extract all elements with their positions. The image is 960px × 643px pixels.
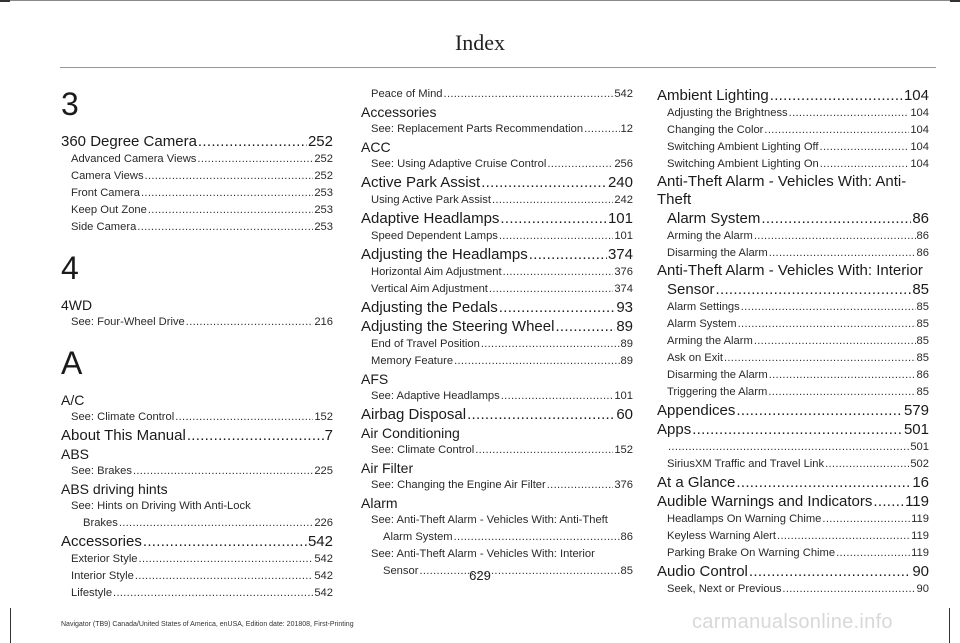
dot-leader: [137, 219, 313, 236]
index-subentry: [657, 581, 929, 598]
index-subentry: [61, 585, 333, 602]
entry-text: Adaptive Headlamps: [361, 210, 500, 227]
entry-page: 501: [903, 421, 929, 438]
page-number: 629: [469, 568, 491, 583]
index-subentry: [361, 388, 633, 405]
entry-text: See: Climate Control: [71, 411, 175, 423]
entry-page: 86: [916, 369, 929, 381]
index-subentry: [657, 299, 929, 316]
entry-text: Adjusting the Pedals: [361, 299, 498, 316]
entry-text: Arming the Alarm: [667, 335, 753, 347]
index-subentry: [361, 353, 633, 370]
entry-page: 60: [616, 406, 633, 423]
entry-page: 252: [307, 133, 333, 150]
index-heading: A/C: [61, 392, 85, 408]
entry-text: Ambient Lighting: [657, 87, 769, 104]
entry-text: Camera Views: [71, 170, 144, 182]
index-entry: [61, 426, 333, 445]
entry-text: Audio Control: [657, 563, 748, 580]
index-heading: ACC: [361, 139, 391, 155]
index-subentry: [61, 409, 333, 426]
crop-mark-bottom-left: [10, 608, 11, 643]
entry-page: 542: [307, 533, 333, 550]
entry-text: Active Park Assist: [361, 174, 481, 191]
entry-text: See: Replacement Parts Recommendation: [371, 123, 584, 135]
entry-text: 360 Degree Camera: [61, 133, 197, 150]
entry-page: 579: [903, 402, 929, 419]
dot-leader: [547, 156, 613, 173]
entry-page: 542: [614, 88, 633, 100]
index-subentry: [361, 529, 633, 546]
index-letter-heading: 3: [61, 86, 79, 122]
index-heading: AFS: [361, 371, 389, 387]
dot-leader: [770, 86, 903, 105]
entry-page: 101: [607, 210, 633, 227]
dot-leader: [475, 442, 613, 459]
dot-leader: [873, 492, 904, 511]
index-column-1: [61, 86, 333, 602]
index-subentry: [61, 202, 333, 219]
index-subentry-text: See: Anti-Theft Alarm - Vehicles With: Anti-Theft: [371, 514, 608, 526]
dot-leader: [782, 581, 915, 598]
index-entry: [657, 86, 929, 105]
index-subentry: [61, 463, 333, 480]
dot-leader: [454, 529, 620, 546]
dot-leader: [724, 350, 916, 367]
dot-leader: [492, 192, 613, 209]
entry-text: See: Climate Control: [371, 444, 475, 456]
entry-page: 374: [614, 283, 633, 295]
index-subentry-text: See: Hints on Driving With Anti-Lock: [71, 500, 251, 512]
entry-page: 502: [910, 458, 929, 470]
index-subentry: [657, 384, 929, 401]
index-heading: 4WD: [61, 297, 93, 313]
index-entry: [361, 405, 633, 424]
index-entry: [61, 532, 333, 551]
top-border: [0, 0, 960, 1]
entry-text: Adjusting the Headlamps: [361, 246, 528, 263]
entry-page: 101: [614, 230, 633, 242]
index-subentry: [361, 264, 633, 281]
entry-page: 93: [616, 299, 633, 316]
entry-page: 104: [910, 124, 929, 136]
entry-text: See: Four-Wheel Drive: [71, 316, 185, 328]
index-subentry: [657, 122, 929, 139]
entry-text: Audible Warnings and Indicators: [657, 493, 873, 510]
entry-page: 90: [912, 563, 929, 580]
entry-page: 104: [903, 87, 929, 104]
entry-page: 252: [314, 170, 333, 182]
dot-leader: [503, 264, 614, 281]
index-subentry-text: See: Anti-Theft Alarm - Vehicles With: Interior: [371, 548, 595, 560]
index-subentry: [657, 333, 929, 350]
entry-text: Switching Ambient Lighting Off: [667, 141, 819, 153]
entry-text: SiriusXM Traffic and Travel Link: [667, 458, 825, 470]
dot-leader: [489, 281, 613, 298]
entry-text: Airbag Disposal: [361, 406, 467, 423]
crop-mark-bottom-right: [949, 608, 950, 643]
entry-page: 152: [614, 444, 633, 456]
entry-page: 376: [614, 266, 633, 278]
entry-page: 225: [314, 465, 333, 477]
dot-leader: [764, 122, 909, 139]
dot-leader: [198, 132, 307, 151]
entry-page: 85: [620, 565, 633, 577]
entry-text: Speed Dependent Lamps: [371, 230, 498, 242]
entry-page: 104: [910, 107, 929, 119]
entry-text: See: Brakes: [71, 465, 132, 477]
entry-text: See: Adaptive Headlamps: [371, 390, 500, 402]
entry-page: 542: [314, 553, 333, 565]
entry-page: 252: [314, 153, 333, 165]
entry-page: 152: [314, 411, 333, 423]
entry-page: 104: [910, 141, 929, 153]
entry-text: Interior Style: [71, 570, 134, 582]
entry-page: 253: [314, 187, 333, 199]
entry-text: Accessories: [61, 533, 142, 550]
index-entry: [657, 209, 929, 228]
entry-text: Brakes: [83, 517, 118, 529]
entry-text: Adjusting the Brightness: [667, 107, 788, 119]
index-entry: [657, 492, 929, 511]
page-title: Index: [454, 30, 506, 55]
index-subentry: [657, 350, 929, 367]
dot-leader: [789, 105, 910, 122]
index-subentry: [361, 156, 633, 173]
entry-text: Disarming the Alarm: [667, 247, 768, 259]
dot-leader: [738, 316, 916, 333]
entry-text: About This Manual: [61, 427, 186, 444]
entry-page: 86: [916, 247, 929, 259]
dot-leader: [754, 333, 916, 350]
entry-text: Alarm System: [383, 531, 453, 543]
index-subentry: [657, 156, 929, 173]
entry-text: Sensor: [667, 281, 715, 298]
dot-leader: [777, 528, 910, 545]
entry-text: Appendices: [657, 402, 736, 419]
entry-text: Alarm Settings: [667, 301, 740, 313]
entry-page: 376: [614, 479, 633, 491]
dot-leader: [754, 228, 916, 245]
index-subentry: [61, 168, 333, 185]
index-column-3: [657, 86, 929, 598]
index-subentry: [361, 477, 633, 494]
index-heading: Air Filter: [361, 460, 414, 476]
entry-page: 85: [916, 301, 929, 313]
entry-text: Parking Brake On Warning Chime: [667, 547, 836, 559]
dot-leader: [555, 317, 615, 336]
index-subentry: [61, 151, 333, 168]
dot-leader: [197, 151, 313, 168]
dot-leader: [175, 409, 313, 426]
entry-text: Sensor: [383, 565, 419, 577]
dot-leader: [501, 388, 614, 405]
entry-text: Peace of Mind: [371, 88, 443, 100]
entry-text: At a Glance: [657, 474, 736, 491]
index-subentry: [361, 442, 633, 459]
index-heading: ABS driving hints: [61, 481, 168, 497]
entry-page: 101: [614, 390, 633, 402]
entry-text: Keep Out Zone: [71, 204, 147, 216]
edition-footer: Navigator (TB9) Canada/United States of America, enUSA, Edition date: 201808, First-Printing: [61, 621, 354, 628]
entry-page: 7: [324, 427, 333, 444]
index-subentry: [657, 105, 929, 122]
dot-leader: [499, 298, 616, 317]
dot-leader: [119, 515, 314, 532]
entry-page: 86: [912, 210, 929, 227]
entry-page: 256: [614, 158, 633, 170]
dot-leader: [186, 314, 314, 331]
dot-leader: [741, 299, 916, 316]
dot-leader: [529, 245, 607, 264]
index-entry: [657, 401, 929, 420]
index-heading: Anti-Theft Alarm - Vehicles With: Anti-Theft: [657, 173, 907, 208]
index-subentry: [361, 121, 633, 138]
index-heading: ABS: [61, 446, 90, 462]
entry-text: Switching Ambient Lighting On: [667, 158, 819, 170]
dot-leader: [769, 367, 916, 384]
dot-leader: [133, 463, 313, 480]
dot-leader: [454, 353, 619, 370]
entry-page: 542: [314, 587, 333, 599]
entry-text: Front Camera: [71, 187, 141, 199]
index-entry: [361, 173, 633, 192]
entry-page: 86: [916, 230, 929, 242]
entry-page: 501: [910, 441, 929, 453]
index-column-2: [361, 86, 633, 580]
entry-text: Keyless Warning Alert: [667, 530, 777, 542]
index-subentry: [657, 545, 929, 562]
dot-leader: [500, 209, 607, 228]
index-subentry: [361, 336, 633, 353]
crop-mark-left: [0, 0, 10, 2]
entry-page: 242: [614, 194, 633, 206]
index-subentry: [61, 551, 333, 568]
entry-text: Seek, Next or Previous: [667, 583, 782, 595]
index-heading: Air Conditioning: [361, 425, 460, 441]
entry-text: Arming the Alarm: [667, 230, 753, 242]
entry-page: 85: [916, 335, 929, 347]
dot-leader: [143, 532, 307, 551]
watermark: carmanualsonline.info: [692, 611, 893, 633]
entry-page: 253: [314, 221, 333, 233]
index-subentry: [657, 367, 929, 384]
dot-leader: [825, 456, 909, 473]
index-subentry: [361, 281, 633, 298]
index-subentry: [61, 219, 333, 236]
dot-leader: [113, 585, 313, 602]
crop-mark-right: [950, 0, 960, 2]
entry-page: 86: [620, 531, 633, 543]
entry-page: 542: [314, 570, 333, 582]
entry-text: Memory Feature: [371, 355, 454, 367]
dot-leader: [716, 280, 912, 299]
entry-text: Vertical Aim Adjustment: [371, 283, 488, 295]
index-subentry: [657, 511, 929, 528]
entry-text: See: Changing the Engine Air Filter: [371, 479, 546, 491]
entry-text: Horizontal Aim Adjustment: [371, 266, 502, 278]
entry-text: Adjusting the Steering Wheel: [361, 318, 555, 335]
dot-leader: [148, 202, 313, 219]
index-subentry: [657, 228, 929, 245]
index-subentry: [61, 185, 333, 202]
dot-leader: [499, 228, 613, 245]
dot-leader: [769, 245, 916, 262]
entry-page: 89: [616, 318, 633, 335]
entry-page: 253: [314, 204, 333, 216]
index-entry: [657, 420, 929, 439]
entry-text: See: Using Adaptive Cruise Control: [371, 158, 547, 170]
index-subentry: [657, 456, 929, 473]
entry-page: 85: [916, 318, 929, 330]
index-subentry: [61, 314, 333, 331]
index-entry: [61, 132, 333, 151]
index-heading: Accessories: [361, 104, 437, 120]
entry-text: Headlamps On Warning Chime: [667, 513, 822, 525]
dot-leader: [187, 426, 324, 445]
entry-text: Exterior Style: [71, 553, 138, 565]
entry-page: 16: [912, 474, 929, 491]
entry-text: Changing the Color: [667, 124, 764, 136]
entry-text: Ask on Exit: [667, 352, 723, 364]
dot-leader: [668, 439, 909, 456]
dot-leader: [692, 420, 903, 439]
index-subentry: [657, 139, 929, 156]
entry-page: 12: [620, 123, 633, 135]
entry-page: 216: [314, 316, 333, 328]
entry-page: 104: [910, 158, 929, 170]
entry-page: 119: [911, 547, 929, 559]
index-letter-heading: 4: [61, 250, 79, 286]
entry-text: Side Camera: [71, 221, 137, 233]
index-entry: [361, 209, 633, 228]
index-subentry: [657, 439, 929, 456]
title-rule: [60, 67, 936, 68]
entry-page: 89: [620, 338, 633, 350]
entry-page: 119: [911, 513, 929, 525]
dot-leader: [547, 477, 614, 494]
index-heading: Anti-Theft Alarm - Vehicles With: Interior: [657, 262, 923, 279]
entry-text: Triggering the Alarm: [667, 386, 768, 398]
index-subentry: [657, 528, 929, 545]
dot-leader: [584, 121, 619, 138]
index-subentry: [361, 228, 633, 245]
dot-leader: [444, 86, 614, 103]
index-subentry: [657, 316, 929, 333]
dot-leader: [145, 168, 314, 185]
index-subentry: [61, 515, 333, 532]
index-entry: [657, 473, 929, 492]
entry-text: Advanced Camera Views: [71, 153, 197, 165]
entry-text: Alarm System: [667, 210, 761, 227]
dot-leader: [736, 401, 903, 420]
entry-text: Lifestyle: [71, 587, 113, 599]
index-entry: [361, 317, 633, 336]
entry-page: 85: [916, 352, 929, 364]
entry-page: 85: [916, 386, 929, 398]
dot-leader: [822, 511, 910, 528]
index-letter-heading: A: [61, 345, 83, 381]
index-entry: [361, 298, 633, 317]
index-heading: Alarm: [361, 495, 398, 511]
dot-leader: [820, 156, 910, 173]
entry-page: 119: [911, 530, 929, 542]
entry-page: 240: [607, 174, 633, 191]
dot-leader: [768, 384, 915, 401]
dot-leader: [820, 139, 910, 156]
entry-page: 226: [314, 517, 333, 529]
dot-leader: [836, 545, 910, 562]
dot-leader: [139, 551, 314, 568]
entry-text: Apps: [657, 421, 692, 438]
entry-text: Using Active Park Assist: [371, 194, 491, 206]
dot-leader: [467, 405, 615, 424]
entry-page: 119: [905, 493, 929, 510]
index-entry: [657, 280, 929, 299]
dot-leader: [481, 173, 607, 192]
entry-text: Disarming the Alarm: [667, 369, 768, 381]
dot-leader: [761, 209, 911, 228]
entry-page: 374: [607, 246, 633, 263]
entry-page: 90: [916, 583, 929, 595]
index-subentry: [361, 86, 633, 103]
dot-leader: [736, 473, 911, 492]
entry-text: Alarm System: [667, 318, 737, 330]
entry-page: 85: [912, 281, 929, 298]
index-subentry: [657, 245, 929, 262]
entry-page: 89: [620, 355, 633, 367]
dot-leader: [481, 336, 620, 353]
index-entry: [361, 245, 633, 264]
dot-leader: [141, 185, 313, 202]
index-subentry: [361, 192, 633, 209]
entry-text: End of Travel Position: [371, 338, 480, 350]
